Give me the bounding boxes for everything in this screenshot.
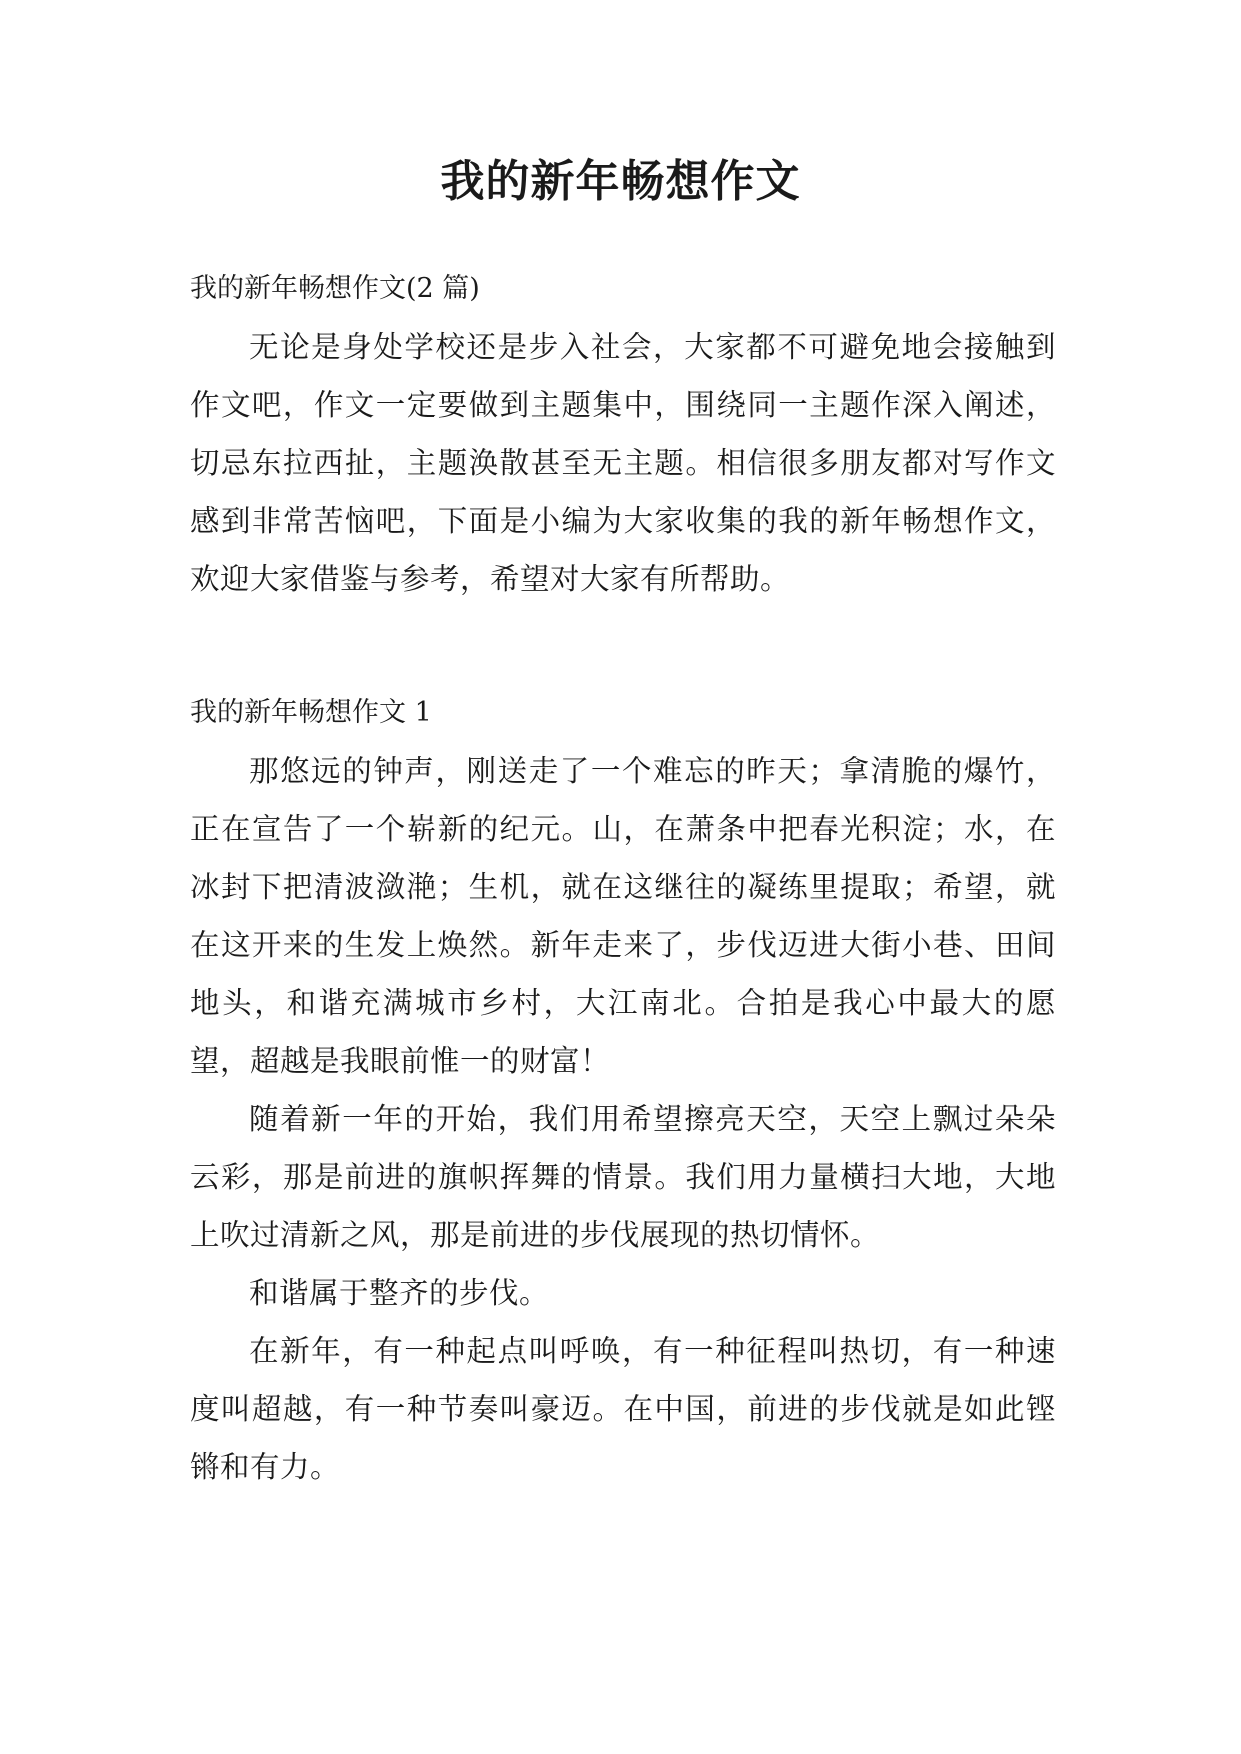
- body-paragraph: 在新年，有一种起点叫呼唤，有一种征程叫热切，有一种速度叫超越，有一种节奏叫豪迈。在中国，前进的步伐就是如此铿锵和有力。: [190, 1334, 1056, 1484]
- body-paragraph: 那悠远的钟声，刚送走了一个难忘的昨天；拿清脆的爆竹，正在宣告了一个崭新的纪元。山，在萧条中把春光积淀；水，在冰封下把清波潋滟；生机，就在这继往的凝练里提取；希望，就在这开来的生发上焕然。新年走来了，步伐迈进大街小巷、田间地头，和谐充满城市乡村，大江南北。合拍是我心中最大的愿望，超越是我眼前惟一的财富！: [190, 754, 1056, 1078]
- document-title: 我的新年畅想作文: [440, 156, 801, 207]
- body-paragraph: 随着新一年的开始，我们用希望擦亮天空，天空上飘过朵朵云彩，那是前进的旗帜挥舞的情景。我们用力量横扫大地，大地上吹过清新之风，那是前进的步伐展现的热切情怀。: [190, 1102, 1056, 1252]
- section-spacer: [190, 608, 1056, 684]
- document-body: [190, 260, 1056, 1496]
- document-subtitle: 我的新年畅想作文(2 篇): [190, 273, 480, 304]
- section-heading: 我的新年畅想作文 1: [190, 697, 432, 728]
- intro-paragraph: 无论是身处学校还是步入社会，大家都不可避免地会接触到作文吧，作文一定要做到主题集中，围绕同一主题作深入阐述，切忌东拉西扯，主题涣散甚至无主题。相信很多朋友都对写作文感到非常苦恼吧，下面是小编为大家收集的我的新年畅想作文，欢迎大家借鉴与参考，希望对大家有所帮助。: [190, 330, 1056, 596]
- body-paragraph: 和谐属于整齐的步伐。: [249, 1276, 550, 1310]
